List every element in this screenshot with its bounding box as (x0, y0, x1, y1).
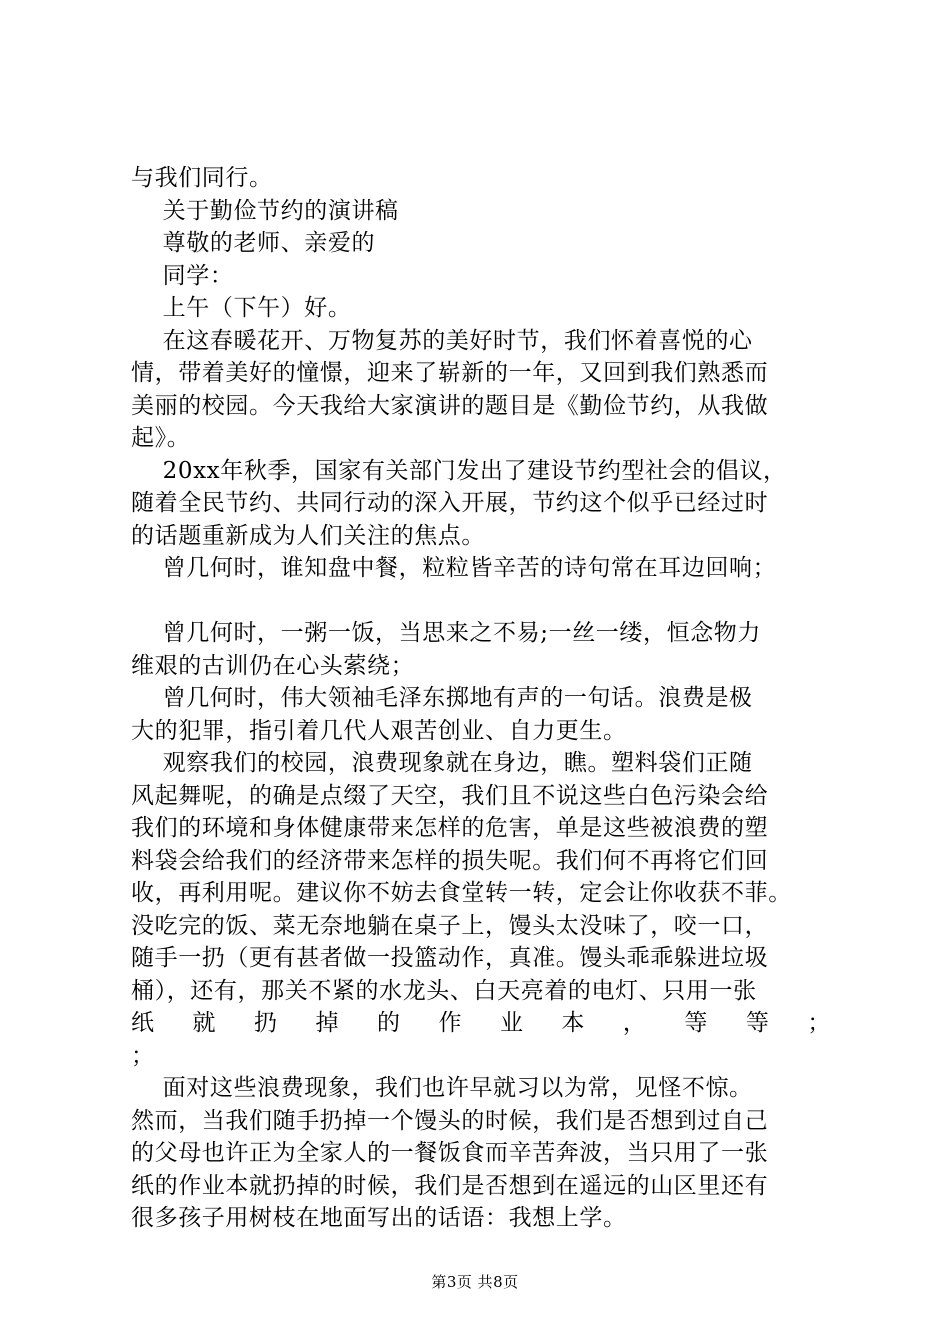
text-line: 料袋会给我们的经济带来怎样的损失呢。我们何不再将它们回 (131, 847, 769, 874)
text-line: 上午（下午）好。 (131, 295, 352, 321)
text-line: 维艰的古训仍在心头萦绕； (131, 652, 415, 679)
text-line: 没吃完的饭、菜无奈地躺在桌子上，馒头太没味了，咬一口， (131, 912, 769, 939)
text-line-spaced: 纸 就 扔 掉 的 作 业 本 ， 等 等 ； (131, 1010, 831, 1036)
text-line: 纸的作业本就扔掉的时候，我们是否想到在遥远的山区里还有 (131, 1172, 769, 1199)
text-line: 桶），还有，那关不紧的水龙头、白天亮着的电灯、只用一张 (131, 977, 757, 1004)
text-line: 曾几何时，伟大领袖毛泽东掷地有声的一句话。浪费是极 (131, 685, 753, 711)
text-line: 大的犯罪，指引着几代人艰苦创业、自力更生。 (131, 717, 627, 744)
text-line: 我们的环境和身体健康带来怎样的危害，单是这些被浪费的塑 (131, 815, 769, 841)
text-line: 曾几何时，谁知盘中餐，粒粒皆辛苦的诗句常在耳边回响； (131, 555, 777, 581)
text-line: ； (131, 1042, 155, 1069)
text-line: 曾几何时，一粥一饭，当思来之不易;一丝一缕，恒念物力 (131, 620, 761, 646)
document-body (131, 162, 831, 1235)
text-line: 面对这些浪费现象，我们也许早就习以为常，见怪不惊。 (131, 1075, 753, 1101)
text-line: 很多孩子用树枝在地面写出的话语：我想上学。 (131, 1205, 627, 1231)
text-line: 随着全民节约、共同行动的深入开展，节约这个似乎已经过时 (131, 490, 769, 516)
text-line: 的父母也许正为全家人的一餐饭食而辛苦奔波，当只用了一张 (131, 1140, 769, 1166)
text-line: 起》。 (131, 425, 191, 451)
text-line: 随手一扔（更有甚者做一投篮动作，真准。馒头乖乖躲进垃圾 (131, 945, 769, 971)
text-line: 情，带着美好的憧憬，迎来了崭新的一年，又回到我们熟悉而 (131, 360, 769, 386)
text-line: 关于勤俭节约的演讲稿 (131, 197, 399, 224)
text-line: 的话题重新成为人们关注的焦点。 (131, 522, 485, 549)
text-line: 收，再利用呢。建议你不妨去食堂转一转，定会让你收获不菲。 (131, 880, 792, 906)
text-line: 然而，当我们随手扔掉一个馒头的时候，我们是否想到过自己 (131, 1107, 769, 1134)
text-line: 在这春暖花开、万物复苏的美好时节，我们怀着喜悦的心 (131, 327, 753, 354)
text-line: 20xx年秋季，国家有关部门发出了建设节约型社会的倡议， (131, 457, 787, 484)
page-number-footer: 第3页 共8页 (431, 1273, 519, 1291)
text-line: 观察我们的校园，浪费现象就在身边，瞧。塑料袋们正随 (131, 750, 753, 776)
text-line: 风起舞呢，的确是点缀了天空，我们且不说这些白色污染会给 (131, 782, 769, 809)
text-line: 美丽的校园。今天我给大家演讲的题目是《勤俭节约，从我做 (131, 392, 769, 419)
text-line: 同学： (131, 262, 234, 289)
text-line: 尊敬的老师、亲爱的 (131, 230, 376, 256)
text-line: 与我们同行。 (131, 165, 273, 191)
blank-line (131, 585, 831, 618)
